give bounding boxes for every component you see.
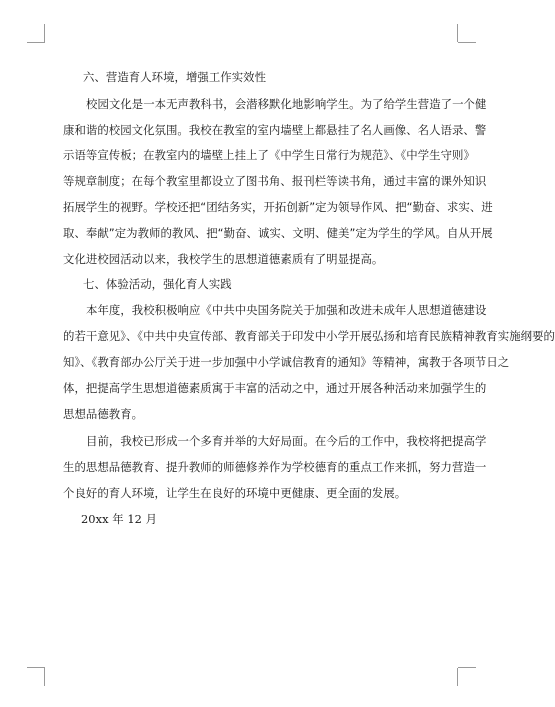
- crop-mark-top-left: [27, 42, 45, 43]
- document-date: 20xx 年 12 月: [81, 512, 158, 526]
- crop-mark-top-right: [457, 24, 458, 42]
- paragraph-line: 示语等宣传板；在教室内的墙壁上挂上了《中学生日常行为规范》、《中学生守则》: [63, 148, 475, 162]
- paragraph-line: 的若干意见》、《中共中央宣传部、教育部关于印发中小学开展弘扬和培育民族精神教育实施纲要的: [63, 329, 555, 343]
- paragraph-line: 生的思想品德教育、提升教师的师德修养作为学校德育的重点工作来抓，努力营造一: [63, 460, 487, 474]
- crop-mark-bottom-left: [44, 668, 45, 686]
- crop-mark-bottom-right: [457, 668, 458, 686]
- section-heading-7: 七、体验活动，强化育人实践: [83, 277, 232, 291]
- paragraph-line: 体，把提高学生思想道德素质寓于丰富的活动之中，通过开展各种活动来加强学生的: [63, 381, 487, 395]
- paragraph-line: 目前，我校已形成一个多育并举的大好局面。在今后的工作中，我校将把提高学: [86, 434, 487, 448]
- paragraph-line: 知》、《教育部办公厅关于进一步加强中小学诚信教育的通知》等精神，寓教于各项节日之: [63, 355, 510, 369]
- crop-mark-top-right: [458, 42, 476, 43]
- paragraph-line: 思想品德教育。: [63, 407, 144, 421]
- crop-mark-bottom-left: [27, 667, 45, 668]
- crop-mark-bottom-right: [458, 667, 476, 668]
- paragraph-line: 校园文化是一本无声教科书，会潜移默化地影响学生。为了给学生营造了一个健: [86, 97, 487, 111]
- paragraph-line: 康和谐的校园文化氛围。我校在教室的室内墙壁上都悬挂了名人画像、名人语录、警: [63, 123, 487, 137]
- crop-mark-top-left: [44, 24, 45, 42]
- section-heading-6: 六、营造育人环境，增强工作实效性: [83, 70, 267, 84]
- paragraph-line: 等规章制度；在每个教室里都设立了图书角、报刊栏等读书角，通过丰富的课外知识: [63, 174, 487, 188]
- paragraph-line: 本年度，我校积极响应《中共中央国务院关于加强和改进未成年人思想道德建设: [86, 303, 487, 317]
- paragraph-line: 个良好的育人环境，让学生在良好的环境中更健康、更全面的发展。: [63, 486, 407, 500]
- paragraph-line: 文化进校园活动以来，我校学生的思想道德素质有了明显提高。: [63, 252, 384, 266]
- paragraph-line: 拓展学生的视野。学校还把“团结务实，开拓创新”定为领导作风、把“勤奋、求实、进: [63, 200, 493, 214]
- paragraph-line: 取、奉献”定为教师的教风、把“勤奋、诚实、文明、健美”定为学生的学风。自从开展: [63, 226, 493, 240]
